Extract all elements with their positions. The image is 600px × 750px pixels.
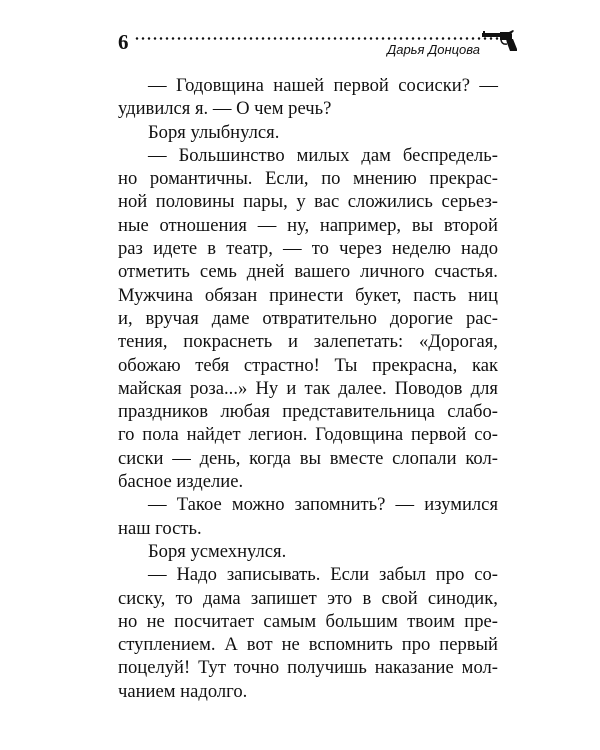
- paragraph: [118, 74, 498, 121]
- paragraph: [118, 493, 498, 540]
- text-line: праздников любая представительница слабо-: [118, 401, 498, 423]
- text-line: го пола найдет легион. Годовщина первой со-: [118, 424, 498, 446]
- text-line: — Такое можно запомнить? — изумился: [148, 494, 498, 516]
- text-line: поцелуй! Тут точно получишь наказание мол-: [118, 657, 498, 679]
- running-header: [118, 30, 518, 58]
- text-line: сиски — день, когда вы вместе слопали кол-: [118, 447, 498, 469]
- text-line: и, вручая даме отвратительно дорогие рас-: [118, 307, 498, 329]
- author-name: Дарья Донцова: [387, 42, 480, 57]
- text-line: майская роза...» Ну и так далее. Поводов для: [118, 377, 498, 399]
- paragraph: [118, 540, 498, 563]
- dotted-rule: [134, 37, 500, 40]
- paragraph: [118, 144, 498, 493]
- text-line: Боря улыбнулся.: [148, 121, 280, 143]
- text-line: Боря усмехнулся.: [148, 540, 287, 562]
- text-line: но не посчитает самым большим твоим пре-: [118, 610, 498, 632]
- text-line: тения, покраснеть и залепетать: «Дорогая,: [118, 331, 498, 353]
- paragraph: [118, 563, 498, 703]
- text-line: отметить семь дней вашего личного счастья.: [118, 261, 498, 283]
- text-line: чанием надолго.: [118, 680, 248, 702]
- text-line: ступлением. А вот не вспомнить про первый: [118, 634, 498, 656]
- text-line: басное изделие.: [118, 471, 244, 493]
- text-line: ной половины пары, у вас сложились серьез-: [118, 191, 498, 213]
- revolver-icon: [482, 30, 518, 52]
- text-line: — Годовщина нашей первой сосиски? —: [148, 75, 498, 96]
- text-line: наш гость.: [118, 517, 202, 539]
- text-line: Мужчина обязан принести букет, пасть ниц: [118, 284, 498, 306]
- text-line: ные отношения — ну, например, вы второй: [118, 214, 498, 236]
- text-line: сиску, то дама запишет это в свой синодик,: [118, 587, 498, 609]
- text-line: обожаю тебя страстно! Ты прекрасна, как: [118, 354, 498, 376]
- text-line: но романтичны. Если, по мнению прекрас-: [118, 168, 498, 190]
- text-line: — Надо записывать. Если забыл про со-: [148, 564, 498, 586]
- text-line: — Большинство милых дам беспредель-: [148, 144, 498, 166]
- text-line: удивился я. — О чем речь?: [118, 98, 332, 120]
- body-text: [118, 74, 498, 703]
- paragraph: [118, 121, 498, 144]
- page-number: 6: [118, 30, 129, 54]
- text-line: раз идете в театр, — то через неделю надо: [118, 238, 498, 260]
